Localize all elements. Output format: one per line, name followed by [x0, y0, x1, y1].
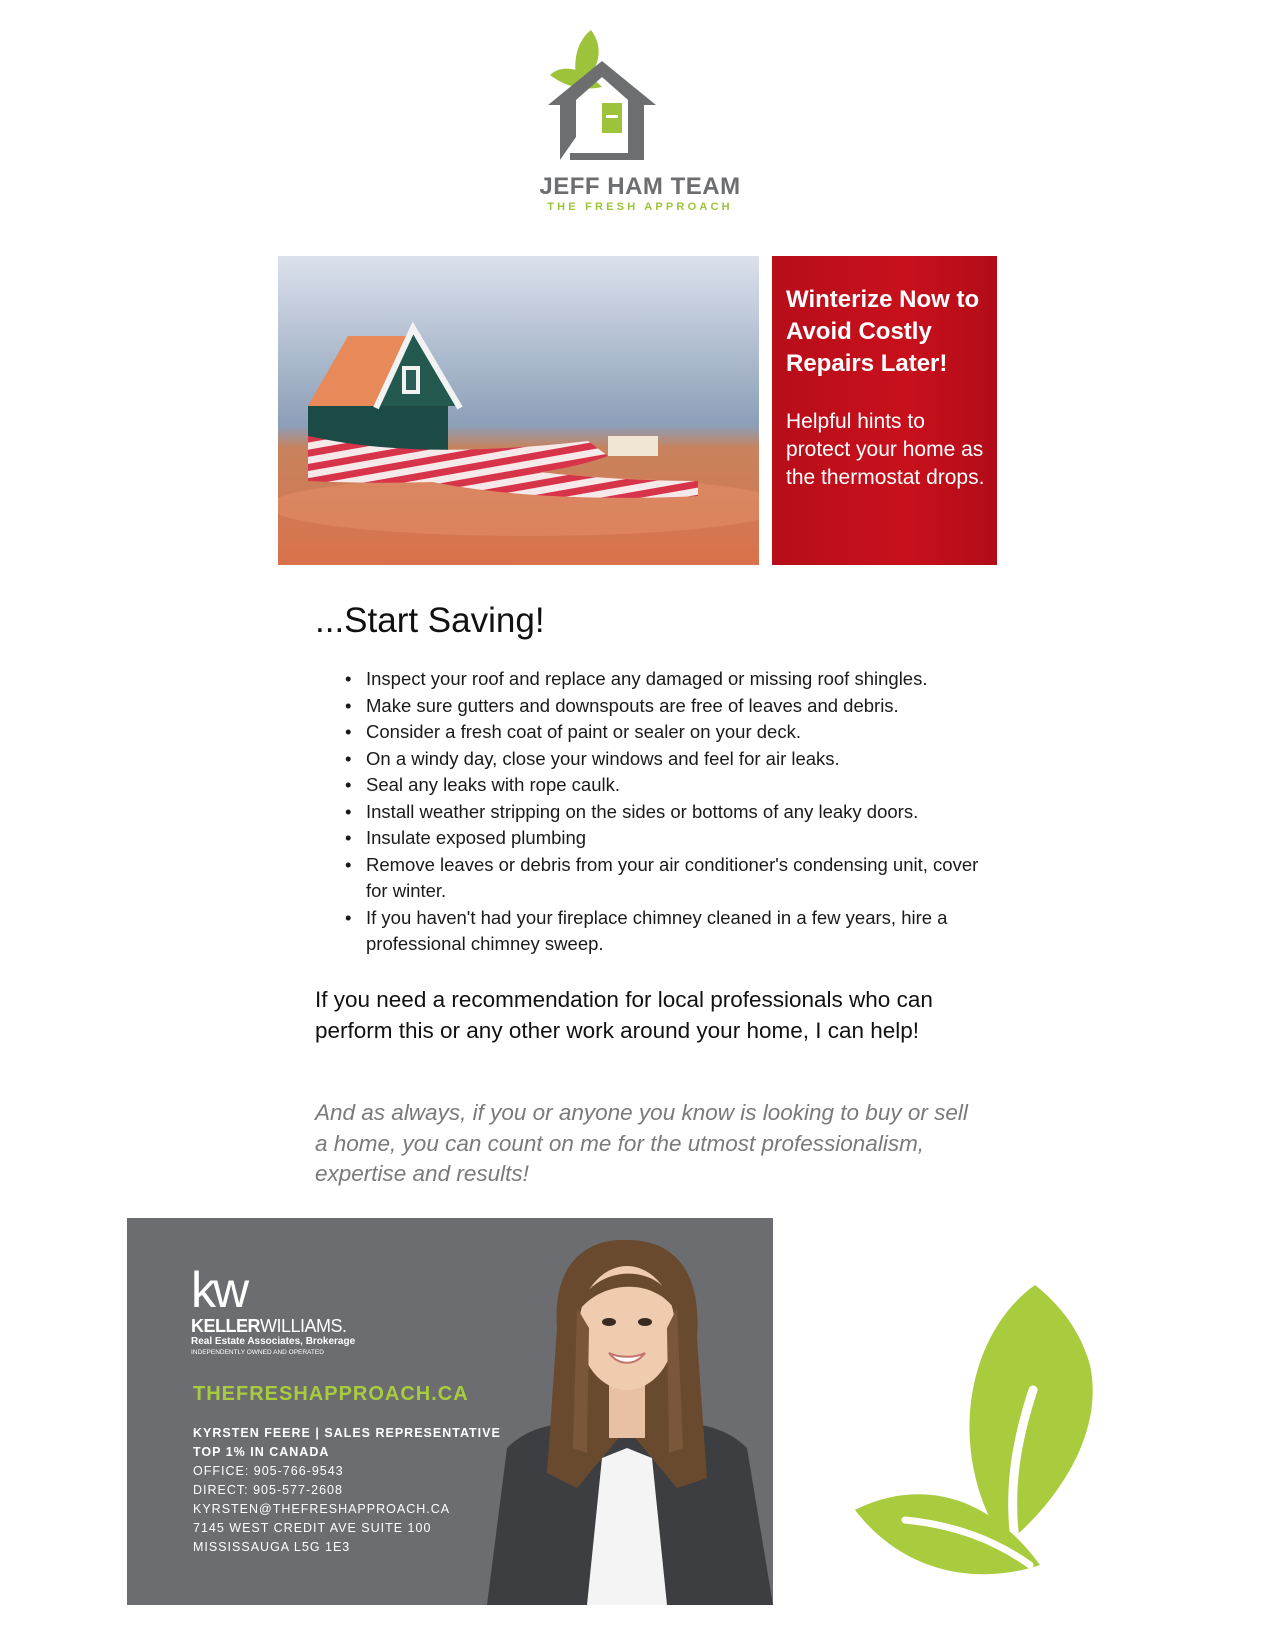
list-item: • Consider a fresh coat of paint or sealer on your deck.	[345, 719, 985, 746]
list-item: • Insulate exposed plumbing	[345, 825, 985, 852]
street-address: 7145 WEST CREDIT AVE SUITE 100	[193, 1521, 432, 1535]
list-item: • Remove leaves or debris from your air conditioner's condensing unit, cover for winter.	[345, 852, 985, 905]
brand-name: KELLERWILLIAMS.	[191, 1316, 347, 1336]
list-item: • Install weather stripping on the sides or bottoms of any leaky doors.	[345, 799, 985, 826]
house-logo-icon	[520, 25, 760, 175]
email-link[interactable]: KYRSTEN@THEFRESHAPPROACH.CA	[193, 1502, 451, 1516]
team-name: JEFF HAM TEAM	[539, 173, 741, 200]
kw-mark: kw	[191, 1262, 247, 1318]
banner-subtext: Helpful hints to protect your home as the thermostat drops.	[786, 410, 985, 489]
agent-portrait	[477, 1218, 773, 1605]
list-item: • If you haven't had your fireplace chimney cleaned in a few years, hire a professional chimney sweep.	[345, 905, 985, 958]
website-link[interactable]: THEFRESHAPPROACH.CA	[193, 1383, 469, 1405]
team-tagline: THE FRESH APPROACH	[547, 201, 733, 213]
agent-rank: TOP 1% IN CANADA	[193, 1445, 330, 1459]
list-item: • Seal any leaks with rope caulk.	[345, 772, 985, 799]
city-postal: MISSISSAUGA L5G 1E3	[193, 1540, 351, 1554]
direct-phone[interactable]: DIRECT: 905-577-2608	[193, 1483, 343, 1497]
office-phone[interactable]: OFFICE: 905-766-9543	[193, 1464, 344, 1478]
keller-williams-logo	[191, 1262, 391, 1357]
brokerage-name: Real Estate Associates, Brokerage	[191, 1336, 356, 1347]
independent-note: INDEPENDENTLY OWNED AND OPERATED	[191, 1349, 324, 1356]
list-item: • On a windy day, close your windows and feel for air leaks.	[345, 746, 985, 773]
agent-card	[127, 1218, 773, 1605]
banner-headline: Winterize Now to Avoid Costly Repairs Later!	[786, 286, 980, 377]
closing-paragraph: And as always, if you or anyone you know is looking to buy or sell a home, you can count on me for the utmost professionalism, expertise and results!	[315, 1100, 968, 1186]
section-heading: ...Start Saving!	[315, 601, 545, 640]
list-item: • Make sure gutters and downspouts are free of leaves and debris.	[345, 693, 985, 720]
banner-callout	[772, 256, 997, 565]
house-scarf-photo	[278, 256, 759, 565]
team-logo	[520, 25, 760, 215]
green-leaf-icon	[845, 1275, 1145, 1615]
agent-name-title: KYRSTEN FEERE | SALES REPRESENTATIVE	[193, 1426, 501, 1440]
help-paragraph: If you need a recommendation for local professionals who can perform this or any other work around your home, I can help!	[315, 987, 933, 1043]
list-item: • Inspect your roof and replace any damaged or missing roof shingles.	[345, 666, 985, 693]
tips-list	[345, 666, 985, 958]
